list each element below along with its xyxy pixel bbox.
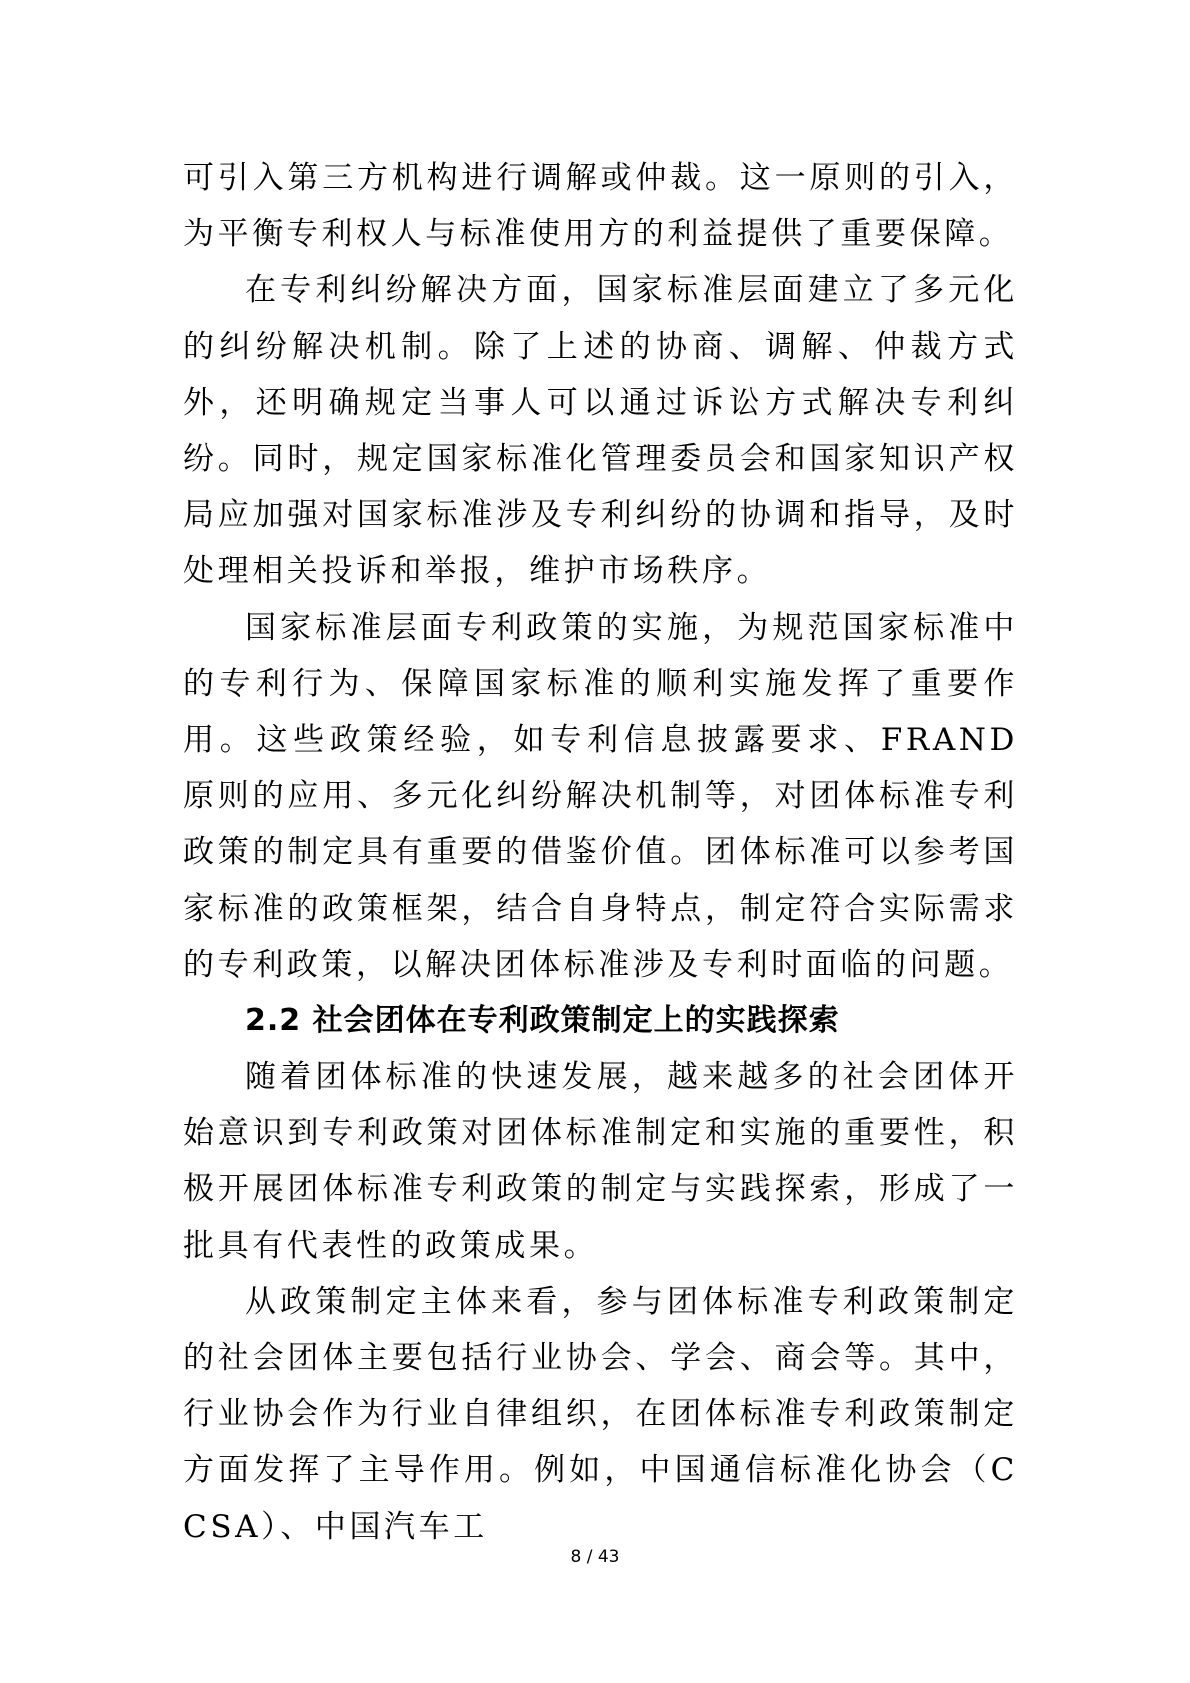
section-heading: 2.2 社会团体在专利政策制定上的实践探索 bbox=[245, 1003, 840, 1039]
paragraph-continued: 可引入第三方机构进行调解或仲裁。这一原则的引入，为平衡专利权人与标准使用方的利益提供了重要保障。 bbox=[183, 160, 1018, 253]
paragraph-group-standards-development: 随着团体标准的快速发展，越来越多的社会团体开始意识到专利政策对团体标准制定和实施的重要性，积极开展团体标准专利政策的制定与实践探索，形成了一批具有代表性的政策成果。 bbox=[183, 1059, 1018, 1264]
page-number: 8 / 43 bbox=[570, 1547, 620, 1567]
document-body bbox=[183, 150, 1018, 1555]
paragraph-policy-makers: 从政策制定主体来看，参与团体标准专利政策制定的社会团体主要包括行业协会、学会、商会等。其中，行业协会作为行业自律组织，在团体标准专利政策制定方面发挥了主导作用。例如，中国通信标准化协会（CCSA）、中国汽车工 bbox=[183, 1283, 1018, 1545]
paragraph-policy-implementation: 国家标准层面专利政策的实施，为规范国家标准中的专利行为、保障国家标准的顺利实施发挥了重要作用。这些政策经验，如专利信息披露要求、FRAND 原则的应用、多元化纠纷解决机制等，对团体标准专利政策的制定具有重要的借鉴价值。团体标准可以参考国家标准的政策框架，结合自身特点，制定符合实际需求的专利政策，以解决团体标准涉及专利时面临的问题。 bbox=[183, 609, 1018, 983]
paragraph-dispute-resolution: 在专利纠纷解决方面，国家标准层面建立了多元化的纠纷解决机制。除了上述的协商、调解、仲裁方式外，还明确规定当事人可以通过诉讼方式解决专利纠纷。同时，规定国家标准化管理委员会和国家知识产权局应加强对国家标准涉及专利纠纷的协调和指导，及时处理相关投诉和举报，维护市场秩序。 bbox=[183, 272, 1018, 590]
